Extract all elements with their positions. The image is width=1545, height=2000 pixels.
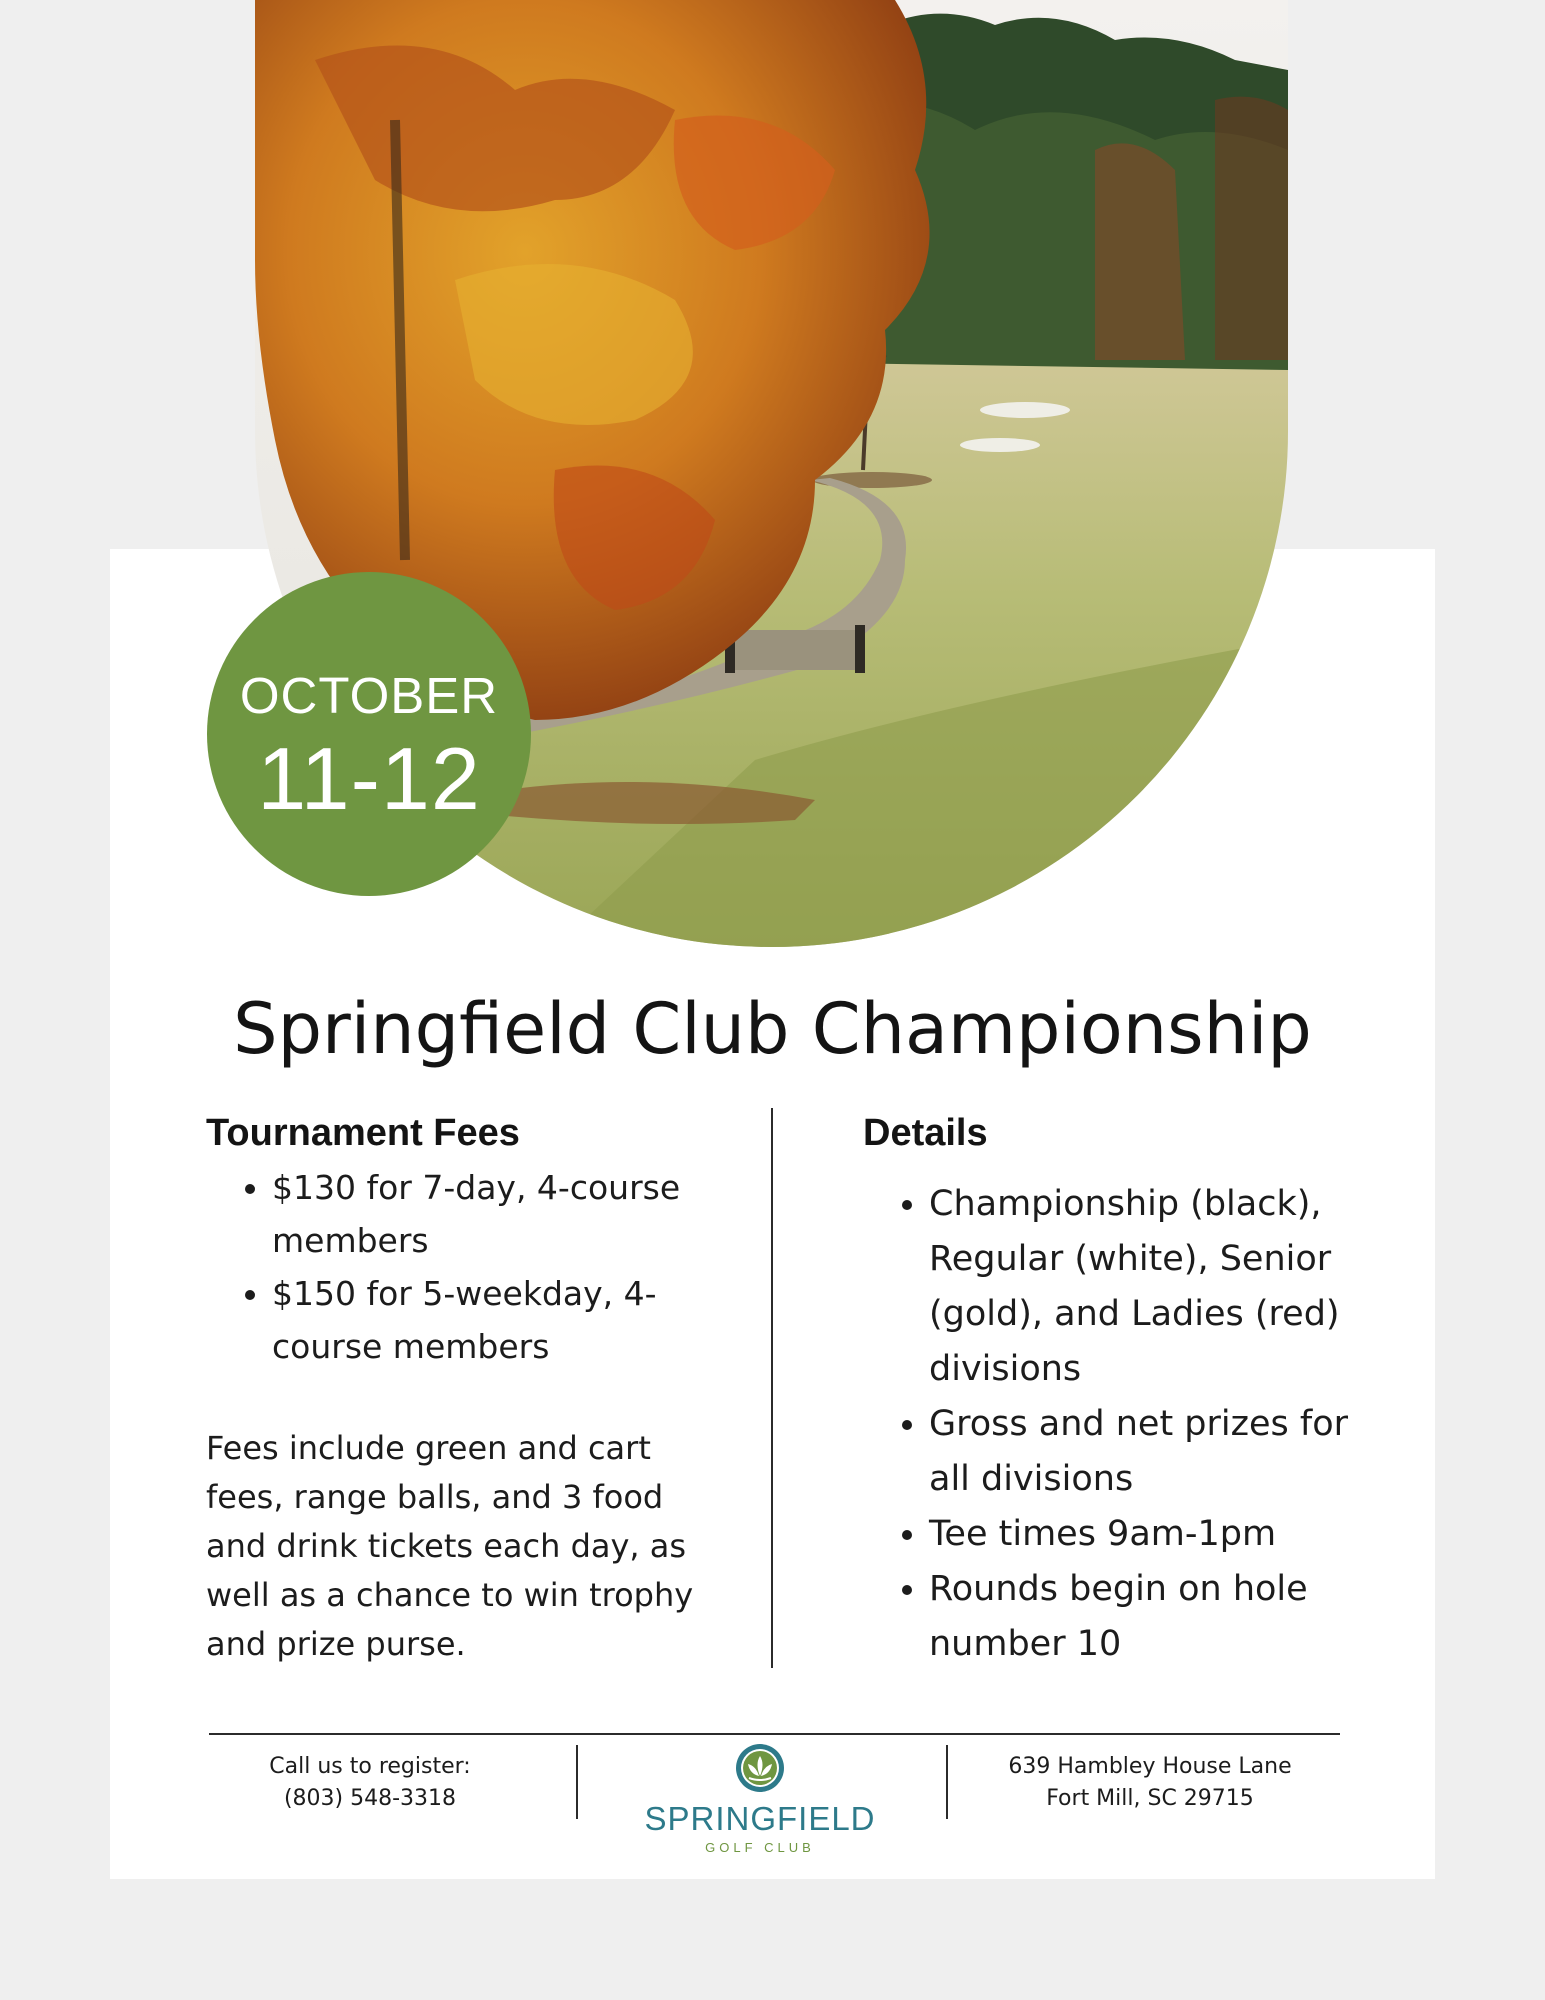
logo-subtitle: GOLF CLUB [705,1840,815,1855]
event-title: Springfield Club Championship [233,988,1312,1070]
address-line-2: Fort Mill, SC 29715 [1046,1786,1254,1811]
address-line-1: 639 Hambley House Lane [1008,1754,1292,1779]
club-logo [620,1742,900,1855]
list-item: • Gross and net prizes for all divisions [929,1397,1389,1507]
footer-divider-right [946,1745,948,1819]
list-item: • Tee times 9am-1pm [929,1507,1389,1562]
details-heading: Details [863,1112,988,1154]
fees-note: Fees include green and cart fees, range balls, and 3 food and drink tickets each day, as well as a chance to win trophy and prize purse. [206,1429,694,1663]
fees-heading: Tournament Fees [206,1112,520,1154]
lotus-leaf-icon [734,1742,786,1794]
address-info [980,1751,1320,1815]
event-month: OCTOBER [239,667,499,724]
register-label: Call us to register: [269,1754,471,1779]
event-date-badge [207,572,531,896]
list-item: • Rounds begin on hole number 10 [929,1562,1389,1672]
footer-divider [209,1733,1340,1735]
footer-divider-left [576,1745,578,1819]
phone-number[interactable]: (803) 548-3318 [283,1786,457,1811]
details-column [863,1112,1383,1672]
register-info [230,1751,510,1815]
details-list [863,1177,1389,1672]
list-item: • $150 for 5-weekday, 4-course members [272,1267,742,1373]
logo-name: SPRINGFIELD [644,1800,876,1837]
fees-column [206,1112,726,1373]
fees-list [206,1161,742,1373]
event-days: 11-12 [257,729,481,828]
list-item: • $130 for 7-day, 4-course members [272,1161,742,1267]
column-divider [771,1108,773,1668]
list-item: • Championship (black), Regular (white), Senior (gold), and Ladies (red) divisions [929,1177,1389,1397]
